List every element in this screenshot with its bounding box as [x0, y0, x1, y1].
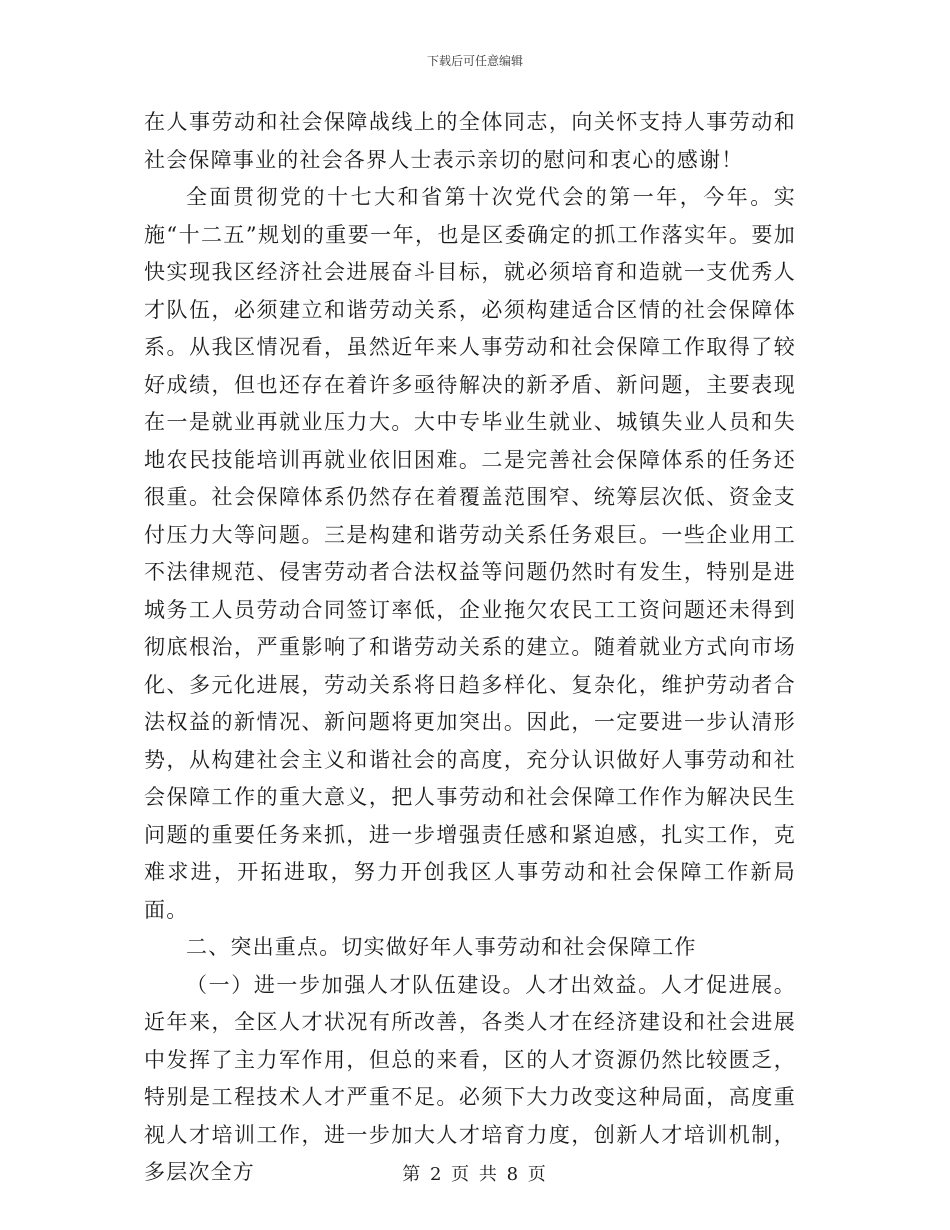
section-heading: 二、突出重点。切实做好年人事劳动和社会保障工作 — [186, 935, 697, 959]
paragraph-1: 在人事劳动和社会保障战线上的全体同志，向关怀支持人事劳动和社会保障事业的社会各界人士表示亲切的慰问和衷心的感谢！ — [144, 110, 796, 172]
paragraph-3: （一）进一步加强人才队伍建设。人才出效益。人才促进展。近年来，全区人才状况有所改善，各类人才在经济建设和社会进展中发挥了主力军作用，但总的来看，区的人才资源仍然比较匮乏，特别是工程技术人才严重不足。必须下大力改变这种局面，高度重视人才培训工作，进一步加大人才培育力度，创新人才培训机制，多层次全方 — [144, 972, 796, 1184]
page-header-note: 下载后可任意编辑 — [426, 54, 523, 68]
paragraph-2: 全面贯彻党的十七大和省第十次党代会的第一年，今年。实施“十二五”规划的重要一年，也是区委确定的抓工作落实年。要加快实现我区经济社会进展奋斗目标，就必须培育和造就一支优秀人才队伍，必须建立和谐劳动关系，必须构建适合区情的社会保障体系。从我区情况看，虽然近年来人事劳动和社会保障工作取得了较好成绩，但也还存在着许多亟待解决的新矛盾、新问题，主要表现在一是就业再就业压力大。大中专毕业生就业、城镇失业人员和失地农民技能培训再就业依旧困难。二是完善社会保障体系的任务还很重。社会保障体系仍然存在着覆盖范围窄、统筹层次低、资金支付压力大等问题。三是构建和谐劳动关系任务艰巨。一些企业用工不法律规范、侵害劳动者合法权益等问题仍然时有发生，特别是进城务工人员劳动合同签订率低，企业拖欠农民工工资问题还未得到彻底根治，严重影响了和谐劳动关系的建立。随着就业方式向市场化、多元化进展，劳动关系将日趋多样化、复杂化，维护劳动者合法权益的新情况、新问题将更加突出。因此，一定要进一步认清形势，从构建社会主义和谐社会的高度，充分认识做好人事劳动和社会保障工作的重大意义，把人事劳动和社会保障工作作为解决民生问题的重要任务来抓，进一步增强责任感和紧迫感，扎实工作，克难求进，开拓进取，努力开创我区人事劳动和社会保障工作新局面。 — [144, 185, 796, 922]
page-number: 第 2 页 共 8 页 — [402, 1164, 548, 1185]
document-body — [144, 104, 796, 1192]
